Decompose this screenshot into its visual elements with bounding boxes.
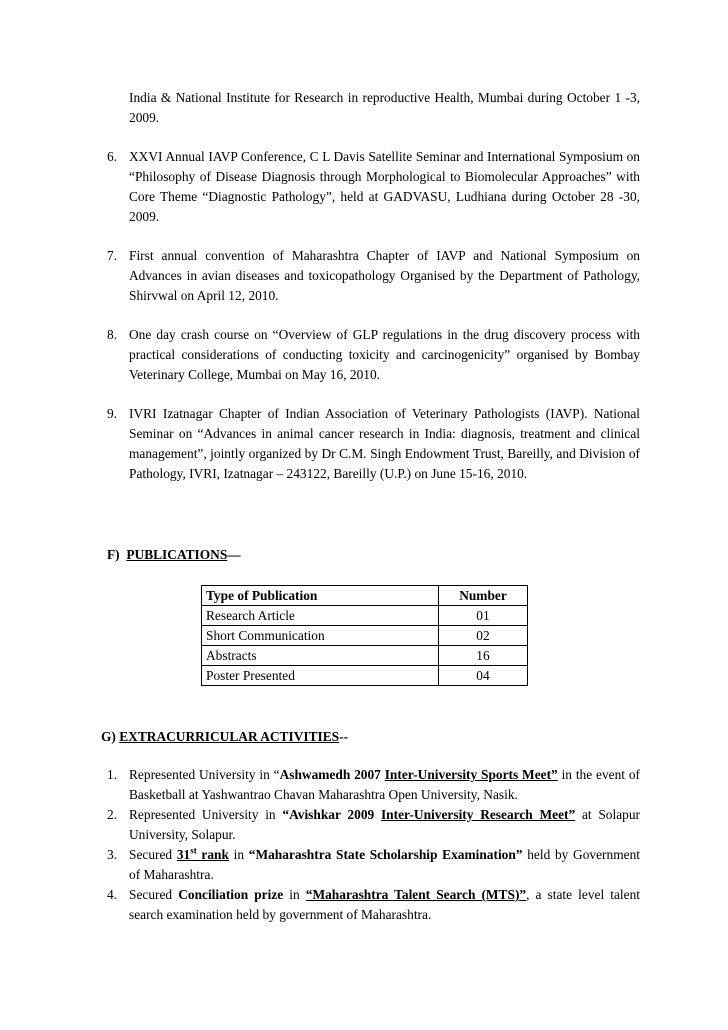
column-header-type: Type of Publication (202, 586, 439, 606)
conference-list (107, 147, 640, 484)
item-text: held by Government of Maharashtra. (129, 847, 640, 882)
rank-value (177, 847, 229, 862)
cell-number: 16 (439, 646, 528, 666)
item-text: in (283, 887, 306, 902)
item-number: 7. (107, 248, 118, 263)
table-row (202, 646, 528, 666)
item-text: Secured (129, 847, 177, 862)
continuation-paragraph: India & National Institute for Research in reproductive Health, Mumbai during October 1 -3, 2009. (129, 90, 640, 125)
cell-number: 04 (439, 666, 528, 686)
cell-type: Research Article (202, 606, 439, 626)
list-item (107, 246, 640, 306)
publications-heading (107, 545, 241, 565)
cell-type: Short Communication (202, 626, 439, 646)
section-prefix: F) (107, 547, 120, 562)
item-text: , a state level talent search examination held by government of Maharashtra. (129, 887, 640, 922)
list-item (107, 845, 640, 885)
section-prefix: G) (101, 729, 116, 744)
extracurricular-heading (101, 727, 348, 747)
item-text: Represented University in (129, 807, 283, 822)
cell-number: 02 (439, 626, 528, 646)
publications-table (201, 585, 528, 686)
list-item (107, 325, 640, 385)
item-text: in the event of Basketball at Yashwantrao Chavan Maharashtra Open University, Nasik. (129, 767, 640, 802)
cell-number: 01 (439, 606, 528, 626)
extracurricular-list (107, 765, 640, 925)
section-suffix: — (227, 547, 241, 562)
item-text: in (228, 847, 249, 862)
rank-suffix: st (190, 845, 197, 856)
rank-label: rank (196, 847, 229, 862)
list-item (107, 404, 640, 484)
item-text: One day crash course on “Overview of GLP regulations in the drug discovery process with practical considerations of conducting toxicity and carcinogenicity” organised by Bombay Veterinary College, Mumbai on May 16, 2010. (129, 327, 640, 382)
item-number: 9. (107, 406, 118, 421)
item-number: 2. (107, 807, 118, 822)
event-title: Inter-University Sports Meet” (384, 767, 558, 782)
list-item (107, 885, 640, 925)
event-name: “Avishkar 2009 (282, 807, 381, 822)
column-header-number: Number (439, 586, 528, 606)
item-text: at Solapur University, Solapur. (129, 807, 641, 842)
exam-title: “Maharashtra Talent Search (MTS)” (305, 887, 527, 902)
section-suffix: -- (339, 729, 349, 744)
event-title: Inter-University Research Meet” (380, 807, 576, 822)
exam-title: “Maharashtra State Scholarship Examination” (248, 847, 523, 862)
table-row (202, 666, 528, 686)
item-number: 4. (107, 887, 118, 902)
table-row (202, 606, 528, 626)
cell-type: Poster Presented (202, 666, 439, 686)
table-header-row (202, 586, 528, 606)
table-row (202, 626, 528, 646)
list-item (107, 805, 640, 845)
item-text: First annual convention of Maharashtra Chapter of IAVP and National Symposium on Advances in avian diseases and toxicopathology Organised by the Department of Pathology, Shirvwal on April 12, 2010. (129, 248, 640, 303)
item-text: Secured (129, 887, 179, 902)
item-text: IVRI Izatnagar Chapter of Indian Association of Veterinary Pathologists (IAVP). National Seminar on “Advances in animal cancer research in India: diagnosis, treatment and clinical management”, jointly organized by Dr C.M. Singh Endowment Trust, Bareilly, and Division of Pathology, IVRI, Izatnagar – 243122, Bareilly (U.P.) on June 15-16, 2010. (129, 406, 640, 481)
prize-name: Conciliation prize (178, 887, 284, 902)
section-title: EXTRACURRICULAR ACTIVITIES (119, 729, 340, 744)
item-text: Represented University in “ (129, 767, 280, 782)
item-number: 8. (107, 327, 118, 342)
item-number: 3. (107, 847, 118, 862)
list-item (107, 147, 640, 227)
item-text: XXVI Annual IAVP Conference, C L Davis Satellite Seminar and International Symposium on “Philosophy of Disease Diagnosis through Morphological to Biomolecular Approaches” with Core Theme “Diagnostic Pathology”, held at GADVASU, Ludhiana during October 28 -30, 2009. (129, 149, 640, 224)
item-number: 1. (107, 767, 118, 782)
item-number: 6. (107, 149, 118, 164)
cell-type: Abstracts (202, 646, 439, 666)
list-item (107, 765, 640, 805)
section-title: PUBLICATIONS (126, 547, 228, 562)
rank-number: 31 (176, 847, 191, 862)
event-name: Ashwamedh 2007 (279, 767, 385, 782)
